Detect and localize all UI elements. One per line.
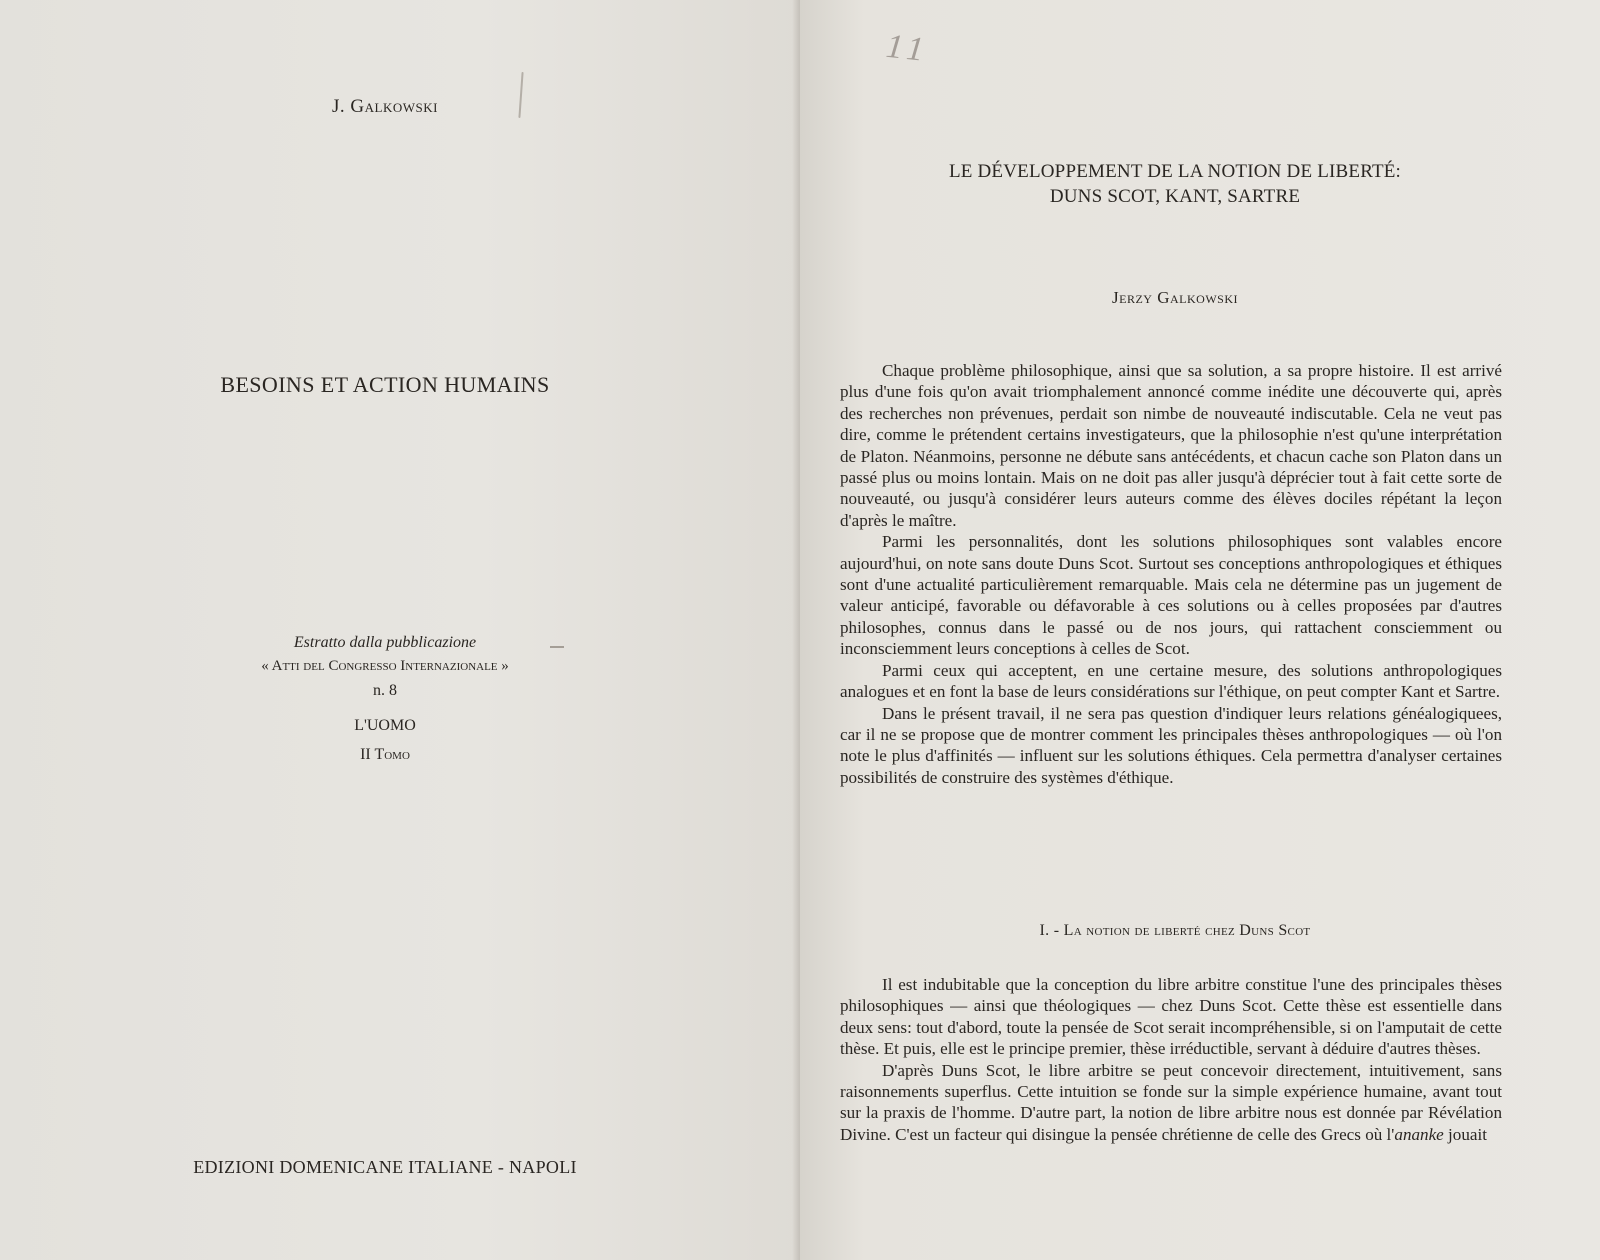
volume-number: II Tomo xyxy=(360,746,410,763)
paragraph-text-end: jouait xyxy=(1443,1124,1487,1144)
italic-term: ananke xyxy=(1394,1124,1444,1144)
volume-title: L'UOMO xyxy=(354,717,416,734)
paragraph: Chaque problème philosophique, ainsi que sa solution, a sa propre histoire. Il est arrivé plus d'une fois qu'on avait triomphalement annoncé comme inédite une découverte qui, après des recherches non prévenues, perdait son nimbe de nouveauté indiscutable. Cela ne veut pas dire, comme le prétendent certains investigateurs, que la philosophie n'est qu'une interprétation de Platon. Néanmoins, personne ne débute sans antécédents, et chacun cache son Platon dans un passé plus ou moins lontain. Mais on ne doit pas aller jusqu'à déprécier tout à fait cette sorte de nouveauté, ou jusqu'à considérer leurs auteurs comme des élèves dociles répétant la leçon d'après le maître. xyxy=(840,361,1502,530)
paragraph: Dans le présent travail, il ne sera pas question d'indiquer leurs relations généalogiquees, car il ne se propose que de montrer comment les principales thèses anthropologiques — où l'on note le plus d'affinités — influent sur les solutions éthiques. Cela permettra d'analyser certaines possibilités de construire des systèmes d'éthique. xyxy=(840,703,1502,787)
extract-line: Estratto dalla pubblicazione xyxy=(293,634,477,651)
paragraph: Il est indubitable que la conception du libre arbitre constitue l'une des principales thèses philosophiques — ainsi que théologiques — chez Duns Scot. Cette thèse est essentielle dans deux sens: tout d'abord, toute la pensée de Scot serait incompréhensible, si on l'amputait de cette thèse. Et puis, elle est le principe premier, thèse irréductible, servant à déduire d'autres thèses. xyxy=(840,975,1502,1059)
paragraph xyxy=(840,1060,1502,1146)
article-title-line-2: DUNS SCOT, KANT, SARTRE xyxy=(1049,186,1301,207)
series-number: n. 8 xyxy=(373,682,397,699)
publisher-line: EDIZIONI DOMENICANE ITALIANE - NAPOLI xyxy=(193,1157,577,1177)
article-author: Jerzy Galkowski xyxy=(1112,288,1238,307)
book-title: BESOINS ET ACTION HUMAINS xyxy=(220,372,550,397)
paragraph: Parmi ceux qui acceptent, en une certaine mesure, des solutions anthropologiques analogues et en font la base de leurs considérations sur l'éthique, on peut compter Kant et Sartre. xyxy=(840,660,1502,702)
left-page-author: J. Galkowski xyxy=(332,96,438,117)
pencil-dash xyxy=(550,646,564,648)
paragraph: Parmi les personnalités, dont les solutions philosophiques sont valables encore aujourd'hui, on note sans doute Duns Scot. Surtout ses conceptions anthropologiques et éthiques sont d'une actualité particulièrement remarquable. Mais cela ne détermine pas un jugement de valeur anticipé, favorable ou défavorable à ces solutions ou à celles proposées par d'autres philosophes, connus dans le passé ou de nos jours, qui rattachent consciemment ou inconsciemment leurs conceptions à celles de Scot. xyxy=(840,532,1502,659)
article-title-line-1: LE DÉVELOPPEMENT DE LA NOTION DE LIBERTÉ: xyxy=(948,161,1402,182)
section-heading: I. - La notion de liberté chez Duns Scot xyxy=(1039,922,1311,939)
intro-text xyxy=(840,360,1502,788)
handwritten-margin-note: 11 xyxy=(884,27,932,70)
proceedings-title: « Atti del Congresso Internazionale » xyxy=(261,658,509,674)
paragraph-text: D'après Duns Scot, le libre arbitre se peut concevoir directement, intuitivement, sans raisonnements superflus. Cette intuition se fonde sur la simple expérience humaine, avant tout sur la praxis de l'homme. D'autre part, la notion de libre arbitre nous est donnée par Révélation Divine. C'est un facteur qui disingue la pensée chrétienne de celle des Grecs où l' xyxy=(840,1060,1502,1144)
section-text xyxy=(840,974,1502,1145)
